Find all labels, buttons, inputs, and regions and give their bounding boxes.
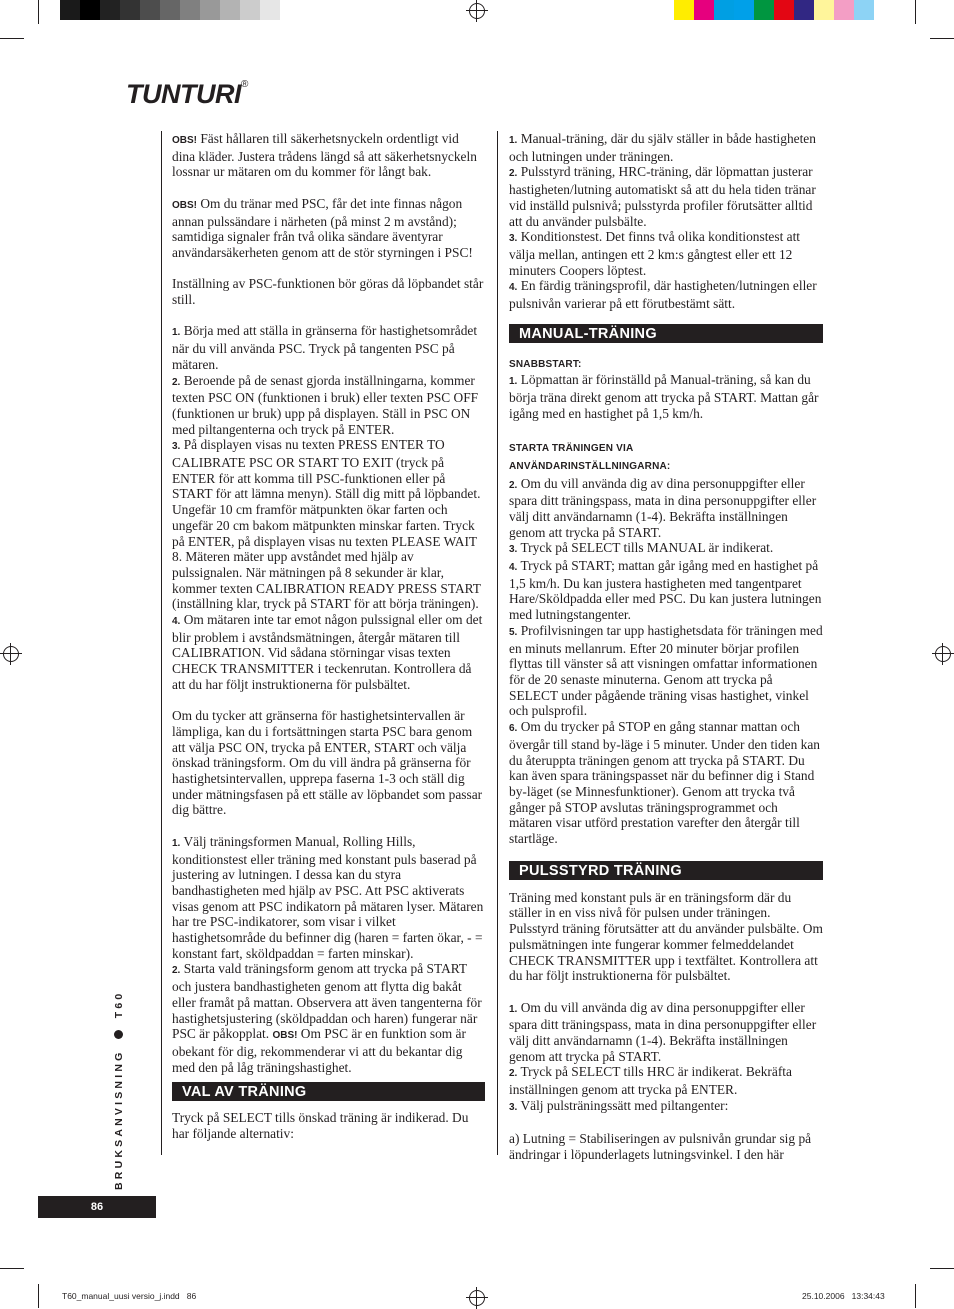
numbered-item	[172, 373, 485, 438]
color-swatch	[260, 0, 280, 20]
item-text: På displayen visas nu texten PRESS ENTER TO CALIBRATE PSC OR START TO EXIT (tryck på ENTER för att komma till PSC-funktionen eller på START för att lämna menyn). Ställ dig mitt på löpbandet. Ungefär 10 cm framför mätpunkten ökar farten och ungefär 20 cm bakom mätpunkten minskar farten. Tryck på ENTER, på displayen visas nu texten PLEASE WAIT 8. Mäteren mäter upp avståndet med hjälp av pulssignalen. När mätningen på 8 sekunder är klar, kommer texten CALIBRATION READY PRESS START (inställning klar, tryck på START för att börja träningen).	[172, 437, 481, 612]
numbered-item	[172, 834, 485, 962]
numbered-item	[509, 372, 823, 421]
numbered-item	[509, 1064, 823, 1097]
color-swatch	[160, 0, 180, 20]
obs-text: Fäst hållaren till säkerhetsnyckeln ordentligt vid dina kläder. Justera trådens längd så att säkerhetsnyckeln lossnar ur mätaren om du kommer för långt bak.	[172, 131, 477, 180]
numbered-item	[509, 131, 823, 164]
numbered-item	[509, 1000, 823, 1065]
item-text: Beroende på de senast gjorda inställningarna, kommer texten PSC ON (funktionen i bruk) eller texten PSC OFF (funktionen ur bruk) upp på displayen. Ställ in PSC ON med piltangenterna och tryck på ENTER.	[172, 372, 479, 437]
footer-file: T60_manual_uusi versio_j.indd 86	[62, 1291, 197, 1301]
paragraph: a) Lutning = Stabiliseringen av pulsnivån grundar sig på ändringar i löpunderlagets lutningsvinkel. I den här	[509, 1131, 812, 1162]
training-alternatives	[509, 131, 823, 312]
column-divider	[497, 131, 498, 1155]
color-swatch	[754, 0, 774, 20]
item-text: Börja med att ställa in gränserna för hastighetsområdet när du vill använda PSC. Tryck på tangenten PSC på mätaren.	[172, 323, 478, 372]
user-settings-steps	[509, 476, 823, 847]
registration-mark-top	[469, 3, 485, 19]
color-swatch	[240, 0, 260, 20]
color-swatch	[814, 0, 834, 20]
pulse-steps	[509, 1000, 823, 1116]
numbered-item	[509, 558, 823, 623]
item-number: 1.	[172, 837, 181, 849]
psc-use-steps	[172, 834, 485, 1076]
item-text: En färdig träningsprofil, där hastigheten/lutningen eller pulsnivån varierar på ett förutbestämt sätt.	[509, 278, 817, 312]
item-number: 4.	[509, 562, 518, 574]
item-text: Tryck på SELECT tills MANUAL är indikerat.	[520, 540, 774, 556]
item-text: Pulsstyrd träning, HRC-träning, där löpmattan justerar hastigheten/lutning automatiskt så att du hela tiden tränar vid inställd pulsnivå; pulsstyrda profiler förutsätter alltid att du använder pulsbälte.	[509, 164, 816, 229]
item-text: Välj träningsformen Manual, Rolling Hills, konditionstest eller träning med konstant puls baserad på justering av lutningen. I dessa kan du styra bandhastigheten med hjälp av PSC. Att PSC aktiverats visas genom att PSC indikatorn på mätaren lyser. Mätaren har tre PSC-indikatorer, som visar i vilket hastighetsområde du befinner dig (haren = farten ökar, - = konstant fart, sköldpaddan = farten minskar).	[172, 833, 484, 961]
bullet-dot	[114, 1030, 123, 1039]
item-number: 5.	[509, 626, 518, 638]
paragraph: Inställning av PSC-funktionen bör göras då löpbandet står still.	[172, 276, 484, 307]
numbered-item	[509, 719, 823, 847]
registered-mark: ®	[240, 79, 249, 90]
numbered-item	[172, 961, 485, 1075]
numbered-item	[509, 278, 823, 311]
item-text: Löpmattan är förinställd på Manual-träning, så kan du börja träna direkt genom att trycka på START. Mattan går igång med en hastighet på 1,5 km/h.	[509, 372, 819, 421]
item-text: Om PSC är en funktion som är obekant för dig, rekommenderar vi att du bekantar dig med den på låg träningshastighet.	[172, 1026, 466, 1075]
item-number: 3.	[509, 1101, 518, 1113]
item-number: 3.	[172, 441, 181, 453]
user-settings-label-1: STARTA TRÄNINGEN VIA	[509, 442, 634, 454]
item-number: 4.	[172, 616, 181, 628]
tunturi-logo	[126, 79, 248, 110]
numbered-item	[509, 229, 823, 278]
numbered-item	[172, 612, 485, 693]
psc-setup-steps	[172, 323, 485, 692]
obs-label: OBS!	[172, 199, 197, 211]
item-text: Om du vill använda dig av dina personuppgifter eller spara ditt träningspass, mata in dina personuppgifter eller välj ditt användarnamn (1-4). Bekräfta inställningen genom att trycka på START.	[509, 475, 817, 540]
item-number: 1.	[509, 376, 518, 388]
logo-wordmark: TUNTURI	[126, 79, 241, 109]
item-text: Konditionstest. Det finns två olika konditionstest att välja mellan, antingen ett 2 km:s gångtest eller ett 12 minuters Coopers löptest.	[509, 229, 801, 278]
paragraph: Tryck på SELECT tills önskad träning är indikerad. Du har följande alternativ:	[172, 1110, 469, 1142]
item-text: Välj pulsträningssätt med piltangenter:	[520, 1097, 729, 1113]
numbered-item	[509, 540, 823, 558]
numbered-item	[509, 1098, 823, 1116]
item-text: Profilvisningen tar upp hastighetsdata för träningen med en minuts mellanrum. Efter 20 minuter börjar profilen flyttas till vänster så att visningen omfattar informationen för de 20 senaste minuterna. Genom att trycka på SELECT under pågående träning visas hastighet, vinkel och pulsprofil.	[509, 622, 823, 719]
item-number: 2.	[509, 479, 518, 491]
numbered-item	[509, 164, 823, 229]
color-swatch	[140, 0, 160, 20]
item-number: 2.	[509, 1068, 518, 1080]
obs-label: OBS!	[172, 135, 197, 146]
numbered-item	[172, 437, 485, 612]
user-settings-label-2: ANVÄNDARINSTÄLLNINGARNA:	[509, 460, 671, 472]
item-number: 2.	[509, 168, 518, 180]
left-margin-rule	[161, 131, 162, 1155]
numbered-item	[509, 476, 823, 541]
heading-pulsstyrd-traning: PULSSTYRD TRÄNING	[509, 861, 823, 880]
color-swatch	[80, 0, 100, 20]
color-swatch	[834, 0, 854, 20]
registration-mark-bottom	[469, 1290, 485, 1306]
numbered-item	[509, 623, 823, 719]
item-number: 1.	[509, 135, 518, 146]
item-number: 3.	[509, 233, 518, 245]
item-number: 2.	[172, 965, 181, 977]
item-number: 4.	[509, 282, 518, 294]
item-text: Tryck på SELECT tills HRC är indikerat. Bekräfta inställningen genom att trycka på ENTER.	[509, 1064, 792, 1098]
color-swatch	[874, 0, 894, 20]
color-swatch	[120, 0, 140, 20]
footer-timestamp: 25.10.2006 13:34:43	[802, 1291, 885, 1301]
item-text: Manual-träning, där du själv ställer in både hastigheten och lutningen under träningen.	[509, 131, 816, 164]
obs-label: OBS!	[272, 1030, 298, 1042]
color-swatch	[734, 0, 754, 20]
color-swatch	[180, 0, 200, 20]
side-label-doc: BRUKSANVISNING	[113, 1049, 125, 1190]
obs-paragraph-1	[172, 131, 485, 180]
item-number: 3.	[509, 544, 518, 556]
color-swatch	[60, 0, 80, 20]
side-label	[113, 991, 125, 1190]
color-swatch	[714, 0, 734, 20]
registration-mark-left	[3, 646, 19, 662]
right-column	[509, 131, 823, 1163]
obs-text: Om du tränar med PSC, får det inte finnas någon annan pulssändare i närheten (på minst 2 m avstånd); samtidiga signaler från två olika sändare äventyrar användarsäkerheten genom att de stör styrningen i PSC!	[172, 195, 473, 260]
heading-manual-traning: MANUAL-TRÄNING	[509, 324, 823, 343]
registration-mark-right	[935, 646, 951, 662]
side-label-product: T60	[113, 990, 125, 1019]
item-text: Tryck på START; mattan går igång med en hastighet på 1,5 km/h. Du kan justera hastigheten med tangentparet Hare/Sköldpadda eller med PSC. Du kan justera lutningen med lutningstangenter.	[509, 558, 822, 623]
item-number: 2.	[172, 376, 181, 388]
paragraph: Träning med konstant puls är en träningsform där du ställer in en viss nivå för pulsen under träningen. Pulsstyrd träning förutsätter att du använder pulsbälte. Om pulsmätningen inte fungerar kommer felmeddelandet CHECK TRANSMITTER upp i textfältet. Kontrollera att du har följt instruktionerna för pulsbältet.	[509, 889, 823, 984]
item-number: 1.	[172, 327, 181, 339]
color-swatch	[694, 0, 714, 20]
color-swatch	[854, 0, 874, 20]
color-swatch	[220, 0, 240, 20]
item-text: Starta vald träningsform genom att trycka på START och justera bandhastigheten genom att flytta dig bakåt eller framåt på mattan. Observera att även tangenterna för hastighetsjustering (sköldpaddan och haren) fungerar när PSC är påkopplat.	[172, 961, 482, 1042]
color-swatch	[774, 0, 794, 20]
color-swatch	[100, 0, 120, 20]
color-swatch	[794, 0, 814, 20]
item-text: Om du trycker på STOP en gång stannar mattan och övergår till stand by-läge i 5 minuter. Under den tiden kan du återuppta träningen genom att trycka på START. Du kan även spara träningspasset när du befinner dig i Stand by-läget (se Minnesfunktioner). Genom att trycka två gånger på STOP avslutas träningsprogrammet och mätaren visar utförd prestation varefter den återgår till startläge.	[509, 719, 821, 847]
page-number: 86	[38, 1196, 156, 1218]
left-column	[172, 131, 485, 1142]
snabbstart-label: SNABBSTART:	[509, 358, 582, 370]
item-text: Om mätaren inte tar emot någon pulssignal eller om det blir problem i avståndsmätningen, återgår mätaren till CALIBRATION. Vid sådana störningar visas texten CHECK TRANSMITTER i teckenrutan. Kontrollera då att du har följt instruktionerna för pulsbältet.	[172, 612, 483, 692]
color-swatch	[674, 0, 694, 20]
heading-val-av-traning: VAL AV TRÄNING	[172, 1082, 485, 1101]
item-number: 6.	[509, 723, 518, 735]
item-text: Om du vill använda dig av dina personuppgifter eller spara ditt träningspass, mata in dina personuppgifter eller välj ditt användarnamn (1-4). Bekräfta inställningen genom att trycka på START.	[509, 999, 817, 1064]
numbered-item	[172, 323, 485, 372]
color-swatch	[200, 0, 220, 20]
item-number: 1.	[509, 1003, 518, 1015]
paragraph: Om du tycker att gränserna för hastighetsintervallen är lämpliga, kan du i fortsättningen starta PSC bara genom att välja PSC ON, trycka på ENTER, START och välja önskad träningsform. Om du vill ändra på gränserna för hastighetsintervallen, upprepa faserna 1-3 och ställ dig under mätningsfasen på ett ställe av löpbandet som passar dig bättre.	[172, 708, 483, 818]
obs-paragraph-2	[172, 196, 485, 261]
